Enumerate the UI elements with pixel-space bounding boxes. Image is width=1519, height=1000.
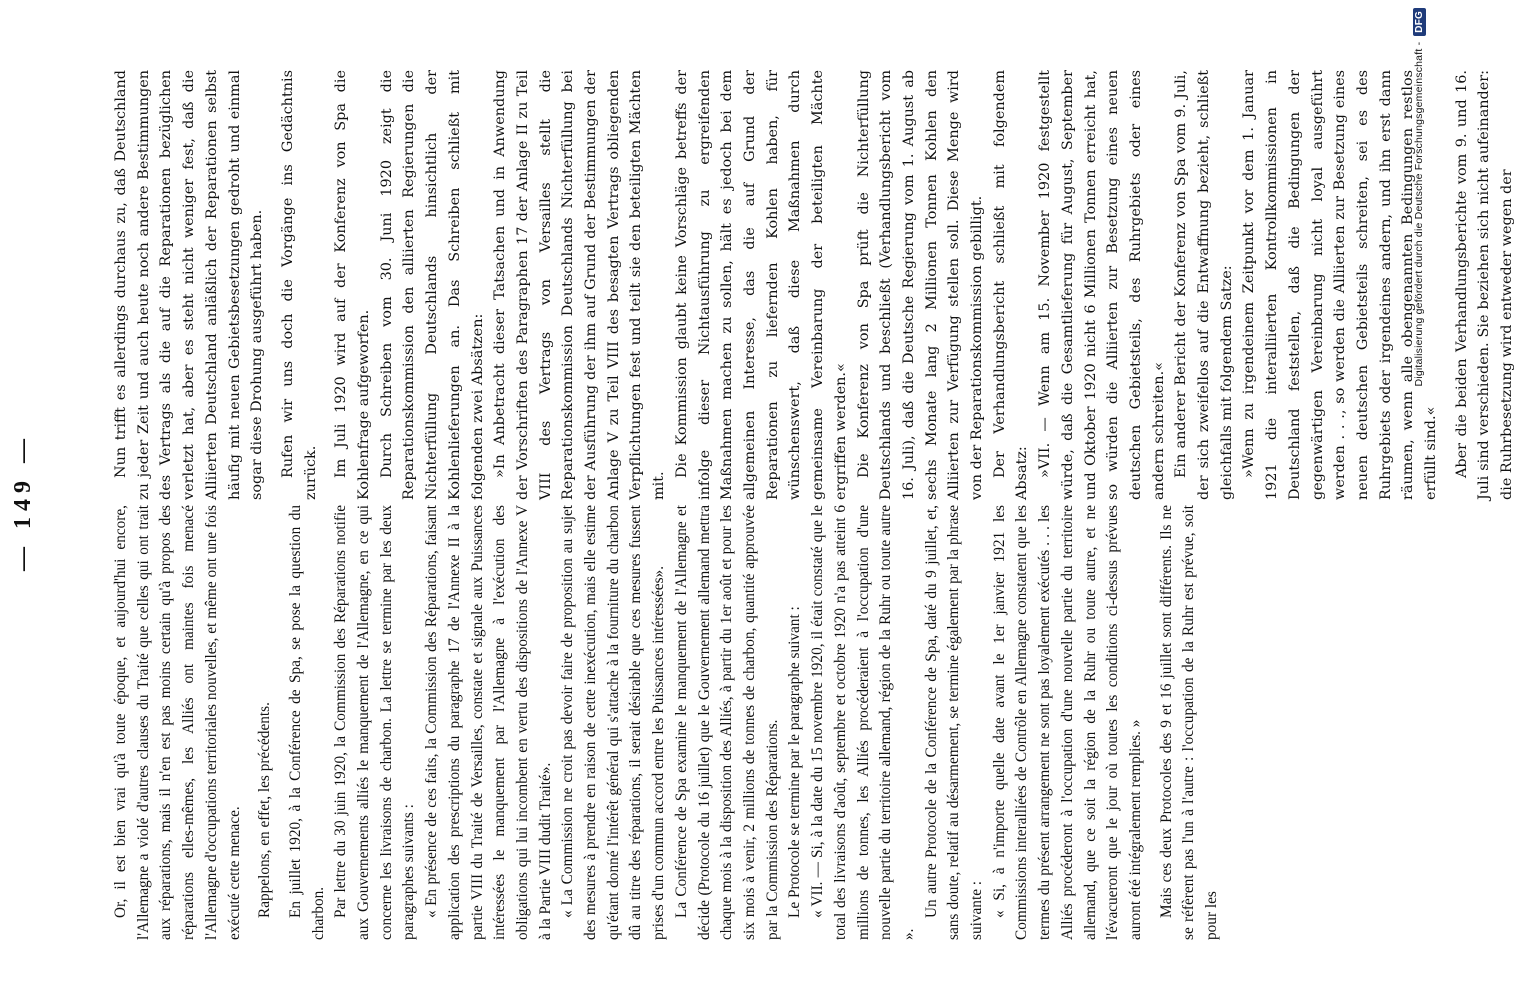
french-paragraph-1: Or, il est bien vrai qu'à toute époque, et aujourd'hui encore, l'Allemagne a violé d'autres clauses du Traité que celles qui ont trait aux réparations, mais il n'en est pas moins certain qu'à propos des réparations elles-mêmes, les Alliés ont maintes fois menacé l'Allemagne d'occupations territoriales nouvelles, et même ont une fois exécuté cette menace. <box>112 505 243 940</box>
german-quote-2: Die Kommission glaubt keine Vorschläge betreffs der infolge dieser Nichtausführung zu ergreifenden Maßnahmen machen zu sollen, hält es jedoch bei dem allgemeinen Interesse, das die auf Grund der Reparationen zu liefernden Kohlen haben, für wünschenswert, daß diese Maßnahmen durch gemeinsame Vereinbarung der beteiligten Mächte ergriffen werden.« <box>673 70 849 500</box>
german-quote-1: »In Anbetracht dieser Tatsachen und in Anwendung der Vorschriften des Paragraphen 17 der Anlage II zu Teil VIII des Vertrags von Versailles stellt die Reparationskommission Deutschlands Nichterfüllung bei der Ausführung der ihm auf Grund der Bestimmungen der Anlage V zu Teil VIII des besagten Vertrags obliegenden Verpflichtungen fest und teilt sie den beteiligten Mächten mit. <box>492 70 668 500</box>
german-paragraph-5: Die Konferenz von Spa prüft die Nichterfüllung Deutschlands und beschließt (Verhandlungsbericht vom 16. Juli), daß die Deutsche Regierung vom 1. August ab sechs Monate lang 2 Millionen Tonnen Kohlen den Alliierten zur Verfügung stellen soll. Diese Menge wird von der Reparationskommission gebilligt. <box>855 70 986 500</box>
german-quote-3: »VII. — Wenn am 15. November 1920 festgestellt würde, daß die Gesamtlieferung für August, September und Oktober 1920 nicht 6 Millionen Tonnen erreicht hat, so würden die Alliierten zur Besetzung eines neuen deutschen Gebietsteils, des Ruhrgebiets oder eines andern schreiten.« <box>1037 70 1167 500</box>
german-column <box>110 70 1519 500</box>
german-paragraph-4: Durch Schreiben vom 30. Juni 1920 zeigt die Reparationskommission den alliierten Regierungen die Nichterfüllung Deutschlands hinsichtlich der Kohlenlieferungen an. Das Schreiben schließt mit folgenden zwei Absätzen: <box>378 70 486 500</box>
german-paragraph-2: Rufen wir uns doch die Vorgänge ins Gedächtnis zurück. <box>279 70 319 500</box>
french-paragraph-7: Un autre Protocole de la Conférence de Spa, daté du 9 juillet, et, sans doute, relatif au désarmement, se termine également par la phrase suivante : <box>922 505 986 940</box>
german-paragraph-6: Der Verhandlungsbericht schließt mit folgendem Absatz: <box>991 70 1031 500</box>
digitization-note-text: Digitalisierung gefördert durch die Deutsche Forschungsgemeinschaft - <box>1413 41 1425 387</box>
french-quote-1: « En présence de ces faits, la Commission des Réparations, faisant application des prescriptions du paragraphe 17 de l'Annexe II à la partie VIII du Traité de Versailles, constate et signale aux Puissances intéressées le manquement par l'Allemagne à l'exécution des obligations qui lui incombent en vertu des dispositions de l'Annexe V à la Partie VIII dudit Traité». <box>423 505 554 940</box>
french-paragraph-6: Le Protocole se termine par le paragraphe suivant : <box>786 606 804 918</box>
digitization-note <box>1412 8 1426 988</box>
german-paragraph-3: Im Juli 1920 wird auf der Konferenz von Spa die Kohlenfrage aufgeworfen. <box>333 70 373 500</box>
french-paragraph-8: Mais ces deux Protocoles des 9 et 16 juillet sont différents. Ils ne se réfèrent pas l'un à l'autre : l'occupation de la Ruhr est prévue, soit pour les <box>1157 505 1221 940</box>
german-paragraph-7: Ein anderer Bericht der Konferenz von Spa vom 9. Juli, der sich zweifellos auf die Entwaffnung bezieht, schließt gleichfalls mit folgendem Satze: <box>1173 70 1235 500</box>
german-quote-4: »Wenn zu irgendeinem Zeitpunkt vor dem 1. Januar 1921 die interalliierten Kontrollkommissionen in Deutschland feststellen, daß die Bedingungen der gegenwärtigen Vereinbarung nicht loyal ausgeführt werden . . ., so werden die Alliierten zur Besetzung eines neuen deutschen Gebietsteils schreiten, sei es des Ruhrgebiets oder irgendeines andern, und ihn erst dann räumen, wenn alle obengenannten Bedingungen restlos erfüllt sind.« <box>1241 70 1440 500</box>
german-paragraph-8: Aber die beiden Verhandlungsberichte vom 9. und 16. Juli sind verschieden. Sie beziehen sich nicht aufeinander: die Ruhrbesetzung wird entweder wegen der <box>1453 70 1516 500</box>
french-paragraph-2: Rappelons, en effet, les précédents. <box>256 702 274 918</box>
page-number: — 149 — <box>10 433 36 571</box>
french-paragraph-4: Par lettre du 30 juin 1920, la Commission des Réparations notifie aux Gouvernements alliés le manquement de l'Allemagne, en ce qui concerne les livraisons de charbon. La lettre se termine par les deux paragraphes suivants : <box>332 505 418 940</box>
french-quote-3: « VII. — Si, à la date du 15 novembre 1920, il était constaté que le total des livraisons d'août, septembre et octobre 1920 n'a pas atteint 6 millions de tonnes, les Alliés procéderaient à l'occupation d'une nouvelle partie du territoire allemand, région de la Ruhr ou toute autre ». <box>809 505 917 940</box>
french-quote-2: « La Commission ne croit pas devoir faire de proposition au sujet des mesures à prendre en raison de cette inexécution, mais elle estime qu'étant donné l'intérêt général qui s'attache à la fourniture du charbon dû au titre des réparations, il serait désirable que ces mesures fussent prises d'un commun accord entre les Puissances intéressées». <box>559 505 668 940</box>
french-column <box>110 505 1224 940</box>
french-paragraph-5: La Conférence de Spa examine le manquement de l'Allemagne et décide (Protocole du 16 juillet) que le Gouvernement allemand mettra chaque mois à la disposition des Alliés, à partir du 1er août et pour les six mois à venir, 2 millions de tonnes de charbon, quantité approuvée par la Commission des Réparations. <box>672 505 781 940</box>
german-paragraph-1: Nun trifft es allerdings durchaus zu, daß Deutschland zu jeder Zeit und auch heute noch andere Bestimmungen des Vertrags als die auf die Reparationen bezüglichen verletzt hat, aber es steht nicht weniger fest, daß die Alliierten Deutschland anläßlich der Reparationen selbst häufig mit neuen Gebietsbesetzungen gedroht und einmal sogar diese Drohung ausgeführt haben. <box>113 70 266 500</box>
french-paragraph-3: En juillet 1920, à la Conférence de Spa, se pose la question du charbon. <box>286 505 327 940</box>
french-quote-4: « Si, à n'importe quelle date avant le 1er janvier 1921 les Commissions interalliées de Contrôle en Allemagne constatent que les termes du présent arrangement ne sont pas loyalement exécutés . . . les Alliés procéderont à l'occupation d'une nouvelle partie du territoire allemand, que ce soit la région de la Ruhr ou toute autre, et ne l'évacueront que le jour où toutes les conditions ci-dessus prévues auront été intégralement remplies. » <box>990 505 1144 940</box>
dfg-logo: DFG <box>1413 8 1426 36</box>
